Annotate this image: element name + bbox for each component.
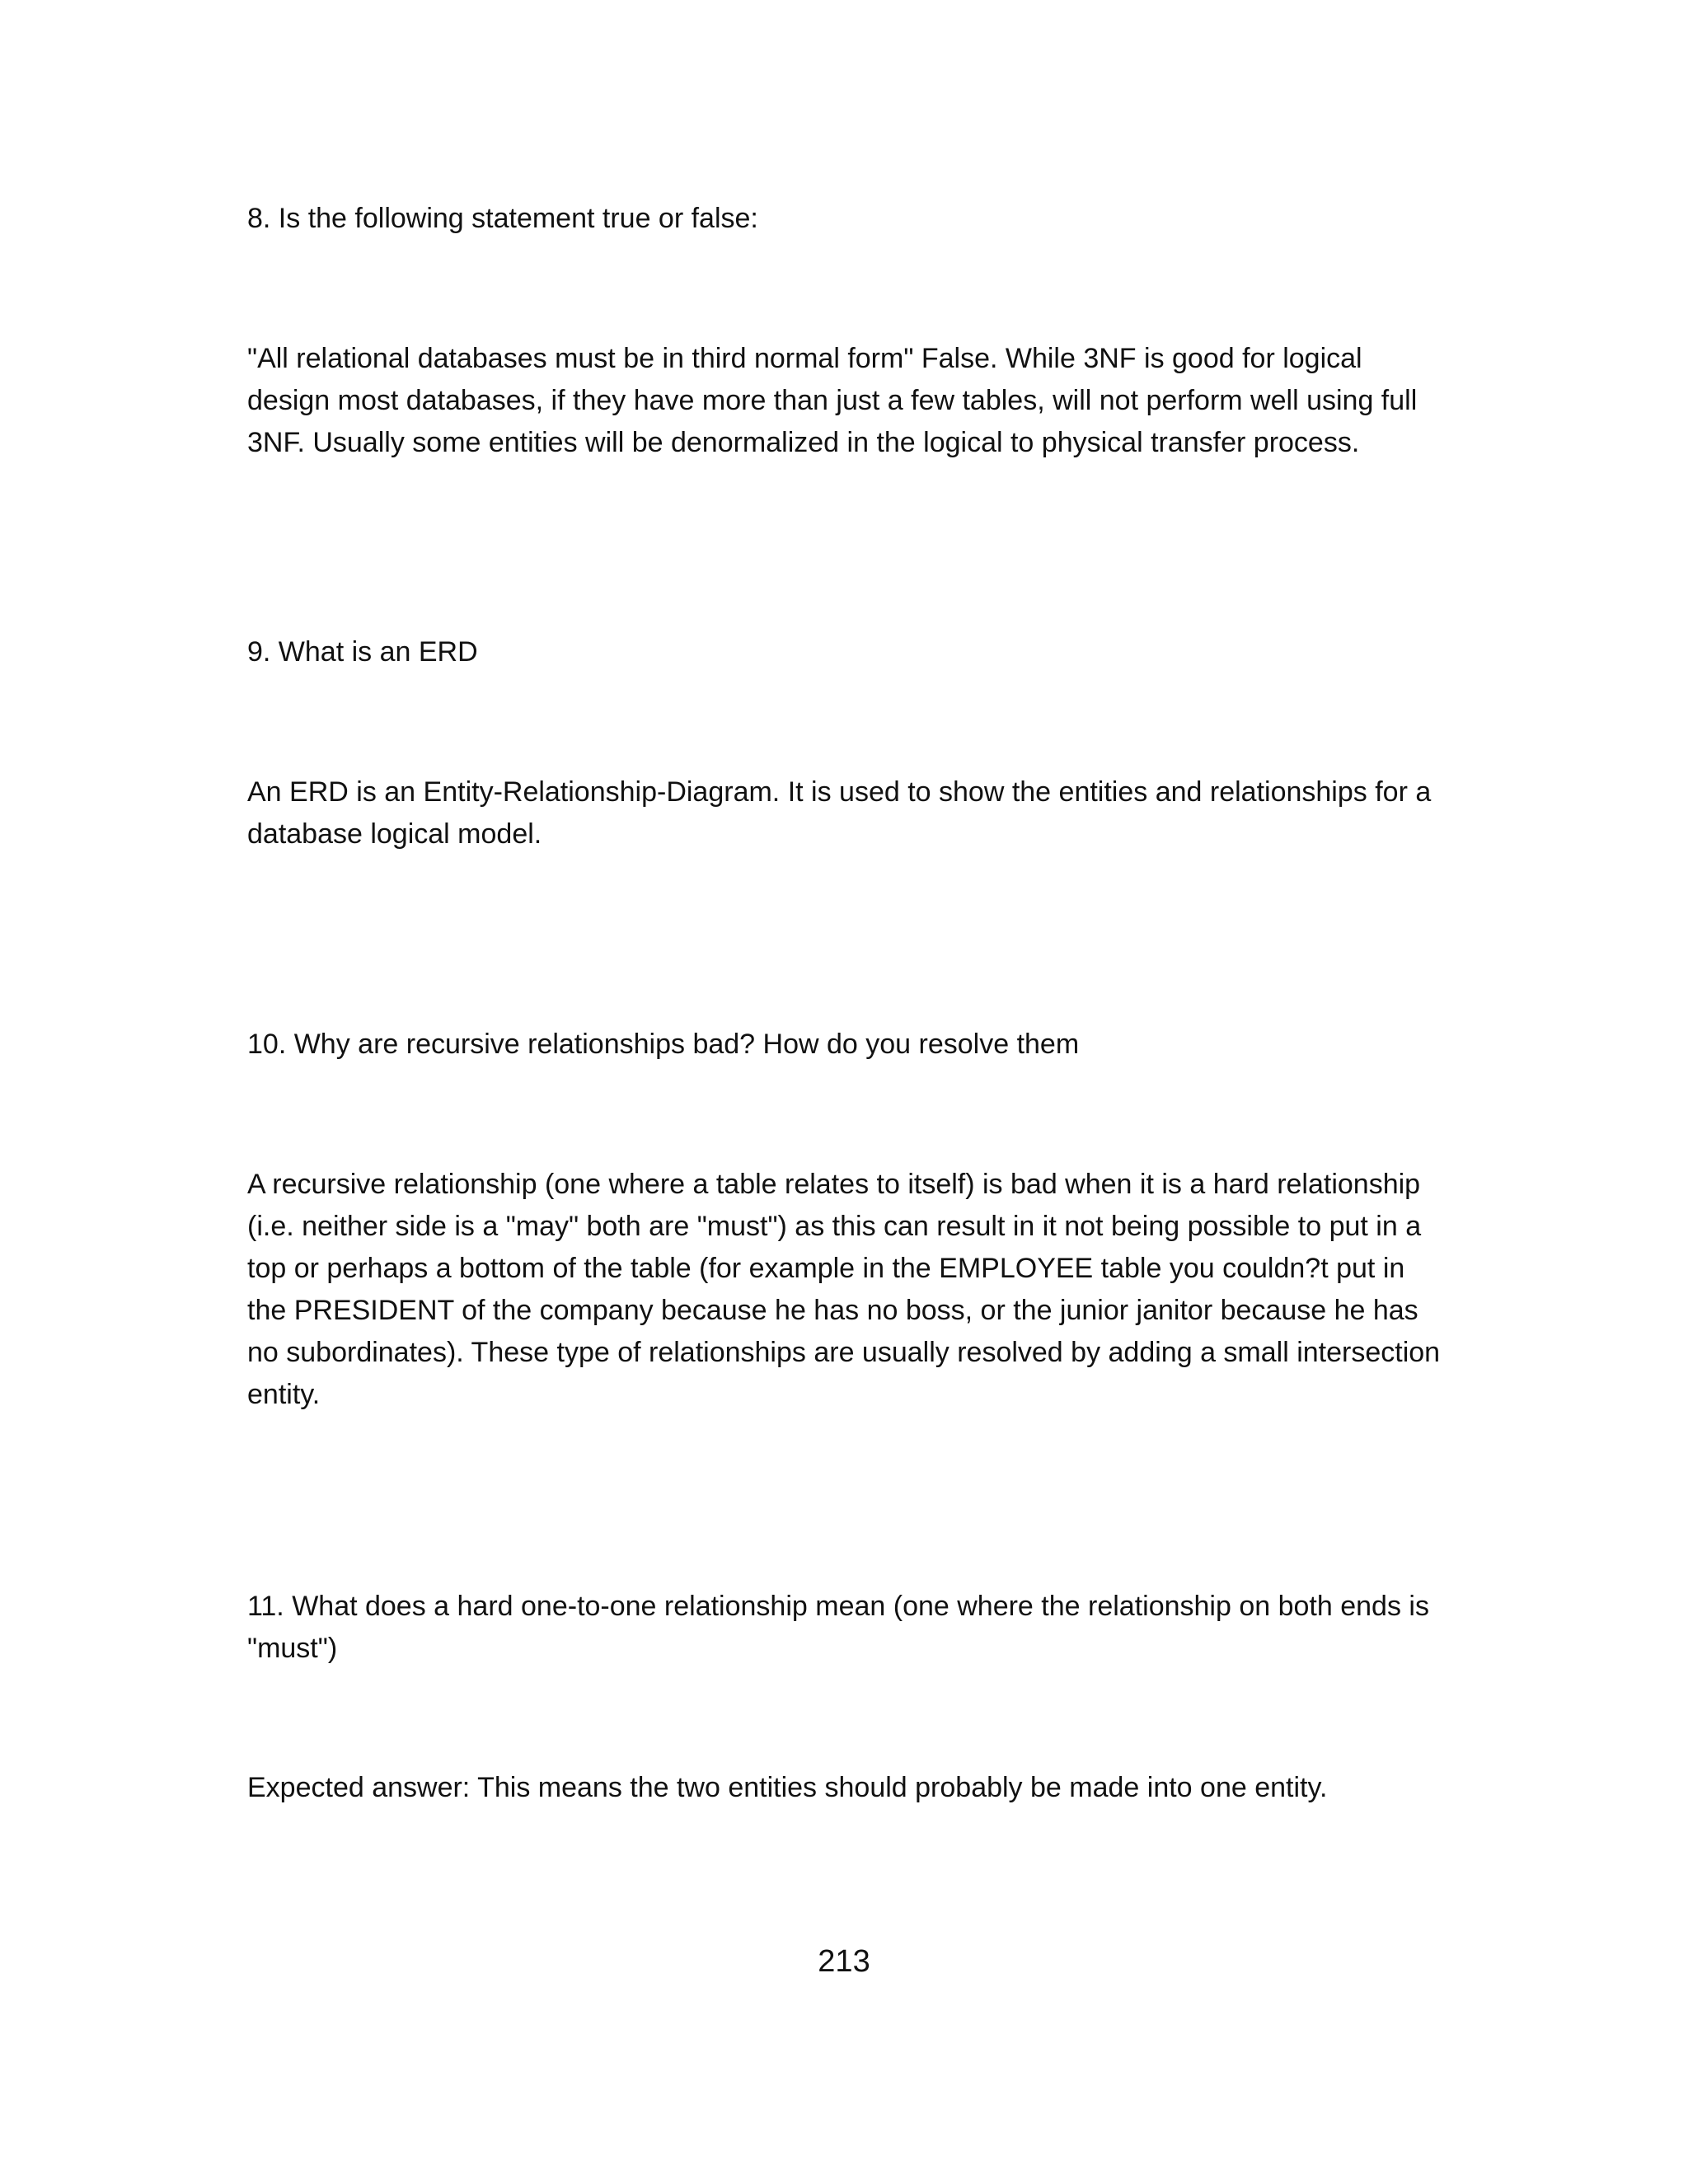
- page-number: 213: [818, 1944, 870, 1979]
- answer-10: A recursive relationship (one where a table relates to itself) is bad when it is a hard relationship (i.e. neither side is a "may" both are "must") as this can result in it not being possible to put in a top or perhaps a bottom of the table (for example in the EMPLOYEE table you couldn?t put in the PRESIDENT of the company because he has no boss, or the junior janitor because he has no subordinates). These type of relationships are usually resolved by adding a small intersection entity.: [247, 1169, 1441, 1410]
- answer-9: An ERD is an Entity-Relationship-Diagram. It is used to show the entities and relationships for a database logical model.: [247, 776, 1432, 850]
- question-9: 9. What is an ERD: [247, 636, 478, 668]
- answer-11: Expected answer: This means the two entities should probably be made into one entity.: [247, 1772, 1328, 1803]
- question-8: 8. Is the following statement true or false:: [247, 203, 758, 234]
- question-10: 10. Why are recursive relationships bad? How do you resolve them: [247, 1029, 1080, 1060]
- answer-8: "All relational databases must be in third normal form" False. While 3NF is good for logical design most databases, if they have more than just a few tables, will not perform well using full 3NF. Usually some entities will be denormalized in the logical to physical transfer process.: [247, 343, 1418, 458]
- question-11: 11. What does a hard one-to-one relationship mean (one where the relationship on both ends is "must"): [247, 1591, 1429, 1664]
